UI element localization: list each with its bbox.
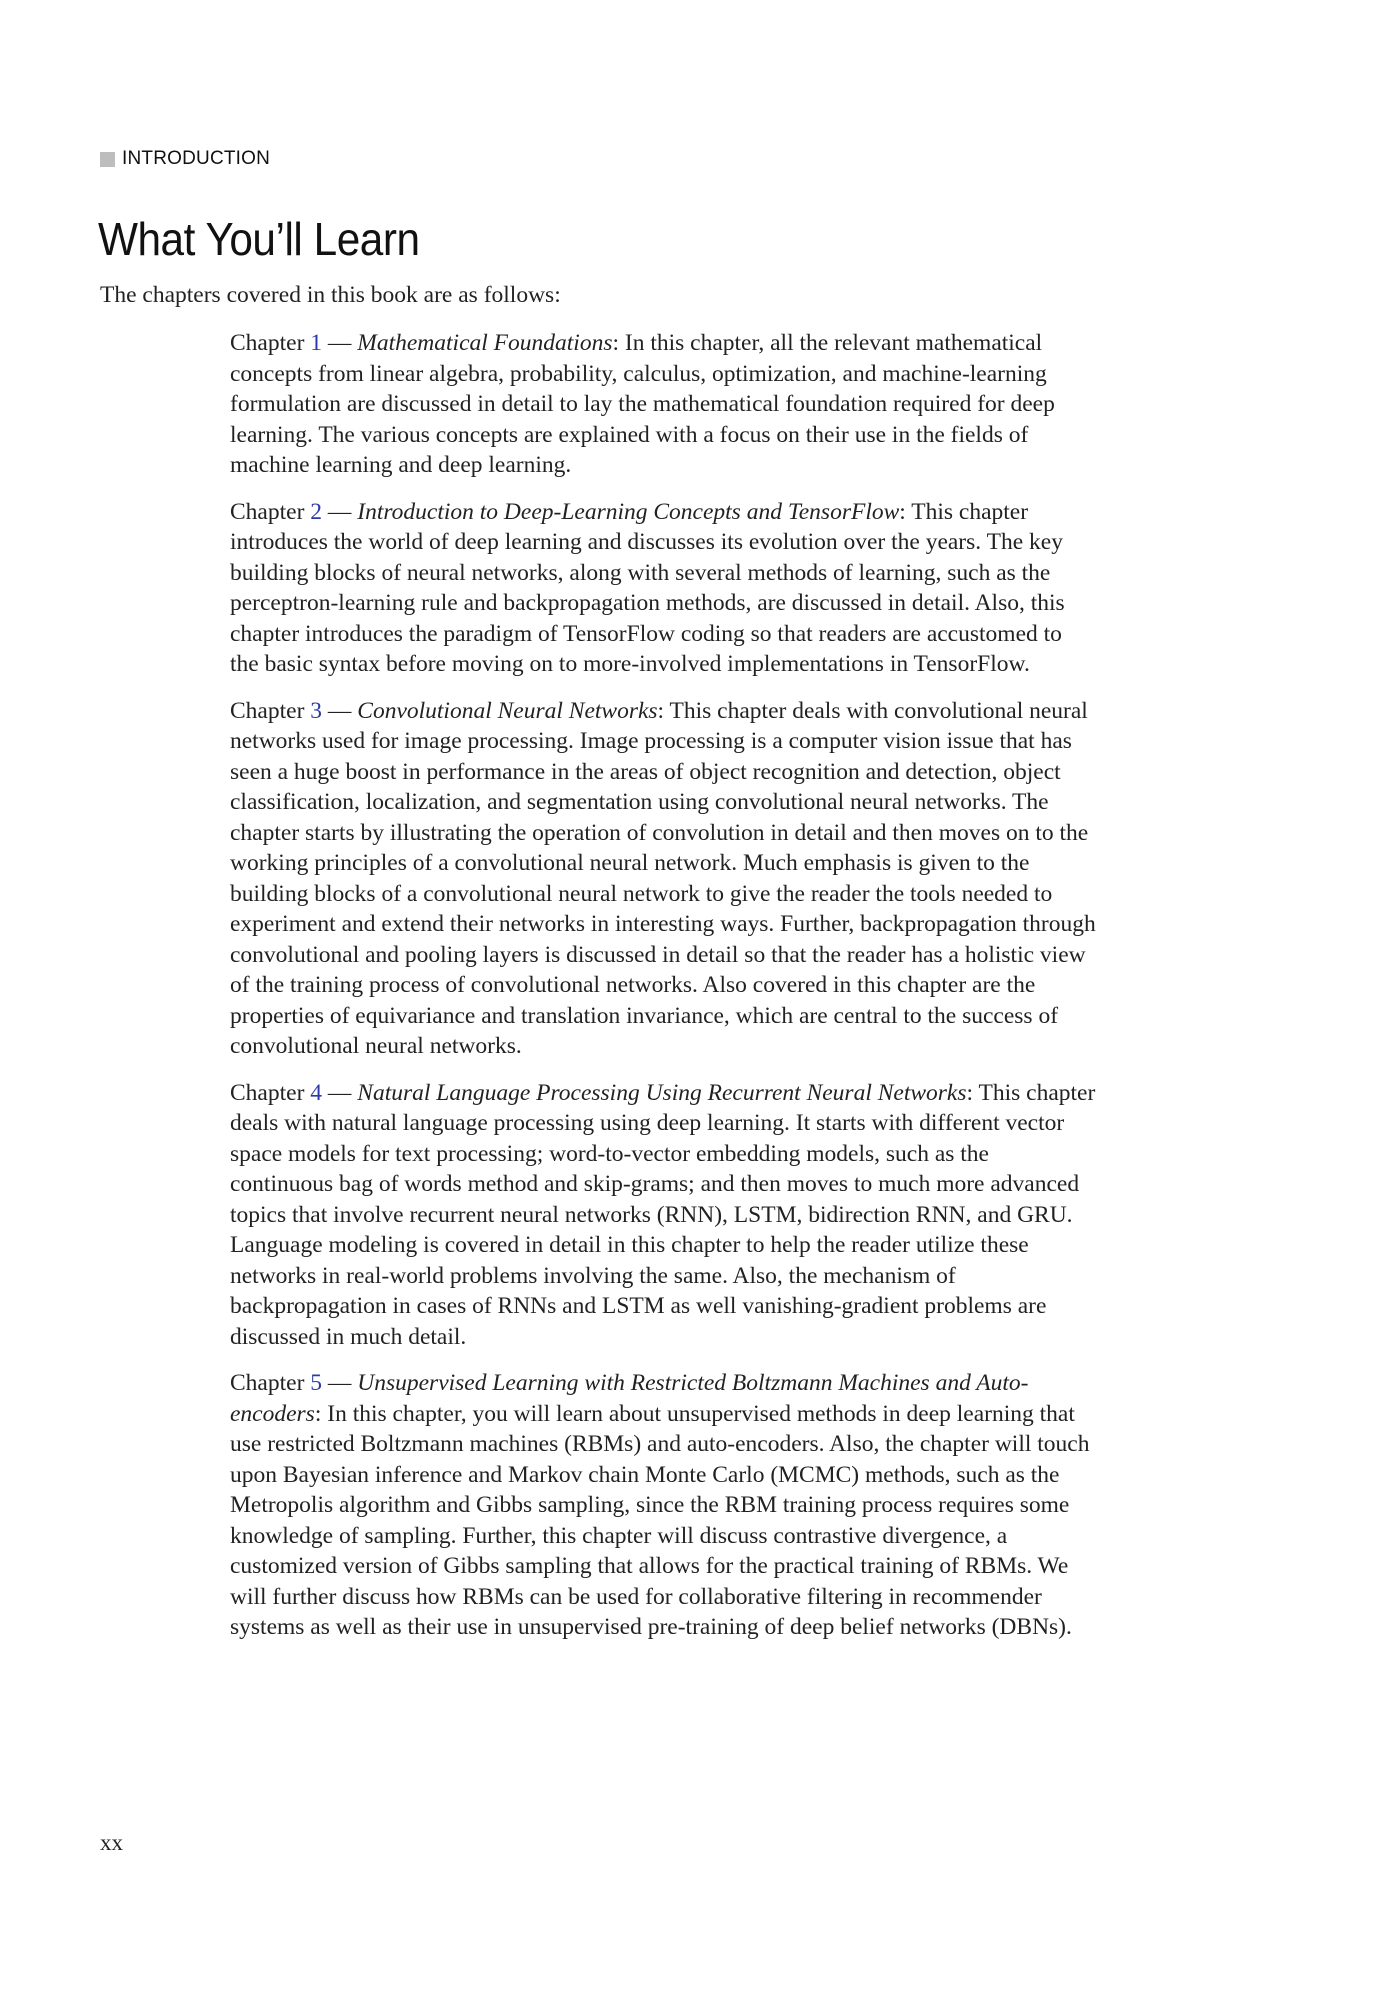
chapter-dash: —: [322, 1370, 358, 1396]
chapter-5-title: Unsupervised Learning with Restricted Boltzmann Machines and Auto-encoders: [230, 1370, 1029, 1427]
chapter-3-title: Convolutional Neural Networks: [357, 697, 658, 724]
intro-sentence: The chapters covered in this book are as follows:: [100, 282, 561, 308]
running-head: [100, 148, 270, 170]
page-number: xx: [100, 1830, 123, 1855]
chapter-3-link[interactable]: 3: [310, 697, 323, 724]
chapter-dash: —: [322, 697, 358, 724]
page-title: What You’ll Learn: [98, 213, 420, 265]
chapter-4-title: Natural Language Processing Using Recurrent Neural Networks: [357, 1079, 967, 1106]
chapter-2-link[interactable]: 2: [310, 498, 323, 525]
chapter-dash: —: [322, 1079, 358, 1106]
chapter-prefix: Chapter: [230, 1370, 311, 1396]
chapter-5-description: [230, 1368, 1096, 1643]
chapter-2-body: : This chapter introduces the world of deep learning and discusses its evolution over the years. The key building blocks of neural networks, along with several methods of learning, such as the perceptron-learning rule and backpropagation methods, are discussed in detail. Also, this chapter introduces the paradigm of TensorFlow coding so that readers are accustomed to the basic syntax before moving on to more-involved implementations in TensorFlow.: [230, 498, 1065, 677]
chapter-3-body: : This chapter deals with convolutional neural networks used for image processing. Image processing is a computer vision issue that has seen a huge boost in performance in the areas of object recognition and detection, object classification, localization, and segmentation using convolutional neural networks. The chapter starts by illustrating the operation of convolution in detail and then moves on to the working principles of a convolutional neural network. Much emphasis is given to the building blocks of a convolutional neural network to give the reader the tools needed to experiment and extend their networks in interesting ways. Further, backpropagation through convolutional and pooling layers is discussed in detail so that the reader has a holistic view of the training process of convolutional networks. Also covered in this chapter are the properties of equivariance and translation invariance, which are central to the success of convolutional neural networks.: [230, 697, 1096, 1059]
chapter-5-link[interactable]: 5: [310, 1370, 323, 1396]
chapter-prefix: Chapter: [230, 498, 311, 525]
chapter-1-title: Mathematical Foundations: [357, 330, 613, 356]
chapter-list: [230, 328, 1096, 1659]
chapter-1-body: : In this chapter, all the relevant mathematical concepts from linear algebra, probability, calculus, optimization, and machine-learning formulation are discussed in detail to lay the mathematical foundation required for deep learning. The various concepts are explained with a focus on their use in the fields of machine learning and deep learning.: [230, 330, 1055, 478]
chapter-4-body: : This chapter deals with natural language processing using deep learning. It starts with different vector space models for text processing; word-to-vector embedding models, such as the continuous bag of words method and skip-grams; and then moves to much more advanced topics that involve recurrent neural networks (RNN), LSTM, bidirection RNN, and GRU. Language modeling is covered in detail in this chapter to help the reader utilize these networks in real-world problems involving the same. Also, the mechanism of backpropagation in cases of RNNs and LSTM as well vanishing-gradient problems are discussed in much detail.: [230, 1079, 1096, 1350]
chapter-4-description: [230, 1078, 1096, 1353]
chapter-5-body: : In this chapter, you will learn about unsupervised methods in deep learning that use restricted Boltzmann machines (RBMs) and auto-encoders. Also, the chapter will touch upon Bayesian inference and Markov chain Monte Carlo (MCMC) methods, such as the Metropolis algorithm and Gibbs sampling, since the RBM training process requires some knowledge of sampling. Further, this chapter will discuss contrastive divergence, a customized version of Gibbs sampling that allows for the practical training of RBMs. We will further discuss how RBMs can be used for collaborative filtering in recommender systems as well as their use in unsupervised pre-training of deep belief networks (DBNs).: [230, 1400, 1090, 1640]
chapter-prefix: Chapter: [230, 697, 311, 724]
square-bullet-icon: [100, 152, 115, 167]
chapter-4-link[interactable]: 4: [310, 1079, 323, 1106]
running-head-label: INTRODUCTION: [122, 148, 271, 169]
chapter-prefix: Chapter: [230, 1079, 311, 1106]
chapter-dash: —: [322, 330, 358, 356]
chapter-2-title: Introduction to Deep-Learning Concepts and TensorFlow: [357, 498, 900, 525]
chapter-prefix: Chapter: [230, 330, 311, 356]
chapter-dash: —: [322, 498, 358, 525]
chapter-2-description: [230, 497, 1096, 680]
chapter-1-description: [230, 328, 1096, 481]
chapter-3-description: [230, 696, 1096, 1062]
chapter-1-link[interactable]: 1: [310, 330, 323, 356]
